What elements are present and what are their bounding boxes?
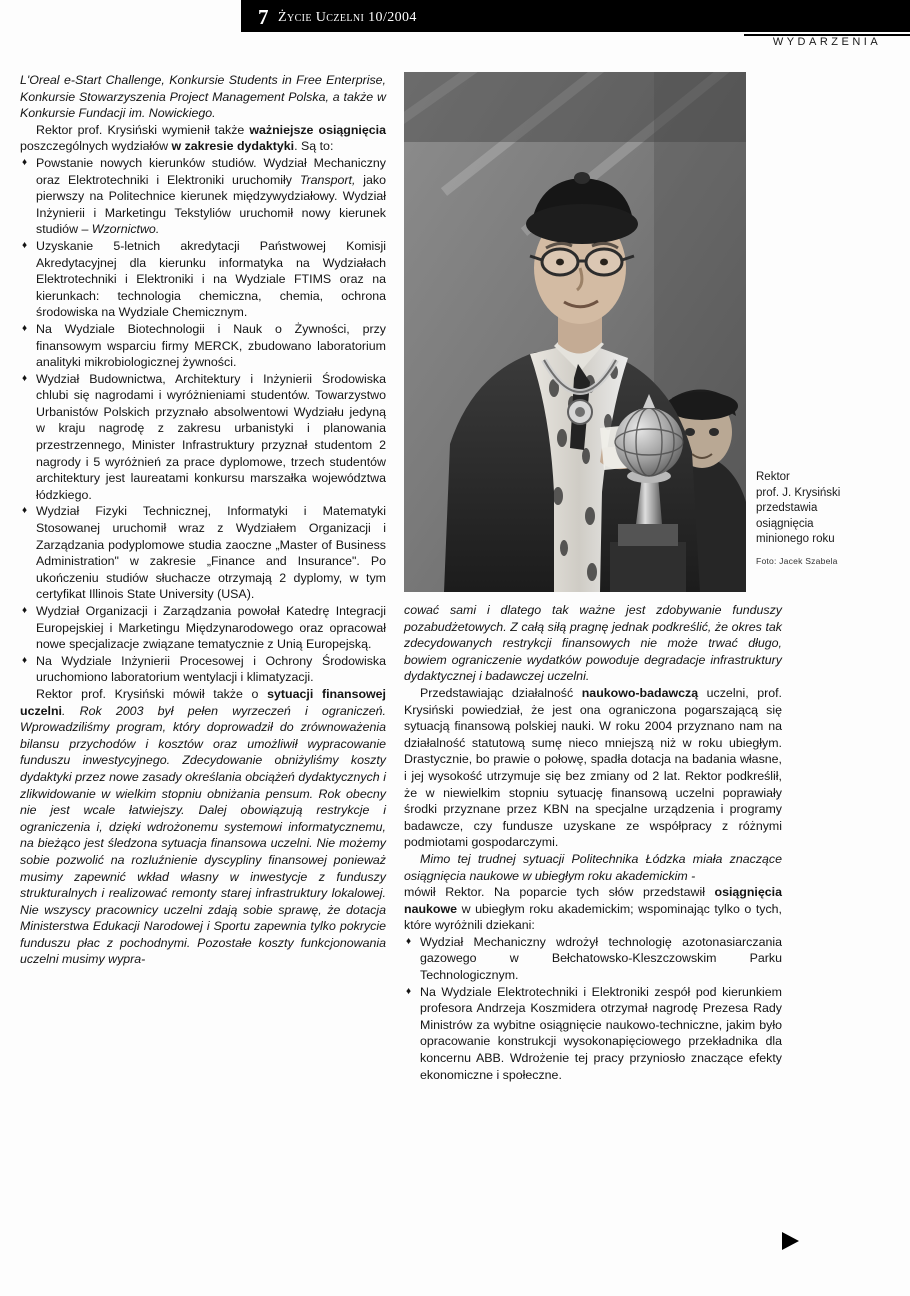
section-label: WYDARZENIA (772, 36, 882, 48)
bullet-paragraph (20, 155, 386, 238)
paragraph-text-b: poszczególnych wydziałów (20, 139, 172, 154)
paragraph-text-c: . Są to: (294, 139, 334, 154)
photo-rector (404, 72, 746, 592)
left-text-column (20, 72, 386, 968)
right-text-column (404, 602, 782, 1083)
photo-illustration (404, 72, 746, 592)
issue-title: Życie Uczelni 10/2004 (278, 10, 417, 25)
bullet-text-b: jako pierwszy na Politechnice kierunek międzywydziałowy. Wydział Inżynierii i Marketingu Tekstyliów uruchomił nowy kierunek studiów – (36, 172, 386, 237)
paragraph-text-a: Rektor prof. Krysiński mówił także o (36, 686, 268, 701)
bullet-paragraph: ♦ Wydział Organizacji i Zarządzania powołał Katedrę Integracji Europejskiej i Marketingu Międzynarodowego oraz opracował nowe specjalizacje związane tematycznie z Unią Europejską. (20, 603, 386, 653)
bullet-paragraph: ♦ Na Wydziale Inżynierii Procesowej i Ochrony Środowiska uruchomiono laboratorium wentylacji i klimatyzacji. (20, 653, 386, 686)
caption-line: przedstawia (756, 502, 818, 514)
bullet-paragraph: ♦ Uzyskanie 5-letnich akredytacji Państwowej Komisji Akredytacyjnej dla kierunku informatyka na Wydziałach Elektrotechniki i Elektroniki i na Wydziale FTIMS oraz na kierunkach: technologia chemiczna, chemia, ochrona środowiska na Wydziale Chemicznym. (20, 238, 386, 321)
paragraph (404, 685, 782, 851)
italic-run-finanse: . Rok 2003 był pełen wyrzeczeń i ograniczeń. Wprowadziliśmy program, który doprowadził do zrównoważenia bilansu przychodów i kosztów oraz umożliwił wypracowanie funduszu inwestycyjnego. Zdecydowanie obniżyliśmy koszty dydaktyki przez nowe zasady określania obciążeń dydaktycznych i zlikwidowanie w wielkim stopniu obniżania pensum. Rok obecny nie jest wcale łatwiejszy. Dalej obowiązują restrykcje i ograniczenia i, dzięki wdrożonemu systemowi informatycznemu, na bieżąco jest śledzona sytuacja finansowa uczelni. Nie możemy sobie pozwolić na rozluźnienie dyscypliny finansowej ponieważ musimy zapewnić wkład własny w inwestycje z funduszy strukturalnych i realizować remonty starej infrastruktury lokalowej. Nie wszyscy pracownicy uczelni zdają sobie sprawę, że dotacja Ministerstwa Edukacji Narodowej i Sportu zapewnia tylko pokrycie funduszu płac z pochodnymi. Pozostałe koszty funkcjonowania uczelni musimy wypra- (20, 703, 386, 967)
bullet-text-a: Powstanie nowych kierunków studiów. Wydział Mechaniczny oraz Elektrotechniki i Elektroniki uruchomiły (36, 155, 386, 187)
bullet-paragraph: ♦ Na Wydziale Elektrotechniki i Elektroniki zespół pod kierunkiem profesora Andrzeja Koszmidera otrzymał nagrodę Prezesa Rady Ministrów za wybitne osiągnięcie naukowo-techniczne, jakim było opracowanie konstrukcji wysokonapięciowego przekładnika dla koncernu ABB. Wdrożenie tej pracy przyniosło znaczące efekty ekonomiczne i społeczne. (404, 984, 782, 1084)
photo-caption (756, 470, 908, 569)
continuation-arrow-icon (782, 1232, 799, 1250)
paragraph (20, 122, 386, 155)
bold-run-osiagniecia: ważniejsze osiągnięcia (249, 122, 386, 137)
page-number: 7 (258, 5, 269, 29)
bold-run-dydaktyka: w zakresie dydaktyki (171, 139, 295, 154)
bold-run-sytuacja: sytuacji finansowej uczelni (20, 686, 386, 718)
paragraph-text-a: mówił Rektor. Na poparcie tych słów przedstawił (404, 885, 715, 900)
caption-line: osiągnięcia (756, 517, 814, 530)
paragraph-text-a: Przedstawiając działalność (420, 685, 582, 700)
paragraph-text-a: Rektor prof. Krysiński wymienił także (36, 122, 250, 137)
caption-line: minionego roku (756, 533, 835, 545)
bullet-paragraph: ♦ Wydział Budownictwa, Architektury i Inżynierii Środowiska chlubi się nagrodami i wyróżnieniami studentów. Towarzystwo Urbanistów Polskich przyznało absolwentowi Wydziału jedyną w kraju nagrodę z zakresu urbanistyki i planowania przestrzennego, Minister Infrastruktury przyznał studentom 2 nagrody i 5 wyróżnień za prace dyplomowe, trzech studentów architektury jest laureatami konkursu marszałka województwa łódzkiego. (20, 371, 386, 504)
bullet-paragraph: ♦ Wydział Mechaniczny wdrożył technologię azotonasiarczania gazowego w Bełchatowsko-Kleszczowskim Parku Technologicznym. (404, 934, 782, 984)
photo-credit: Foto: Jacek Szabela (756, 555, 838, 566)
paragraph: Mimo tej trudnej sytuacji Politechnika Łódzka miała znaczące osiągnięcia naukowe w ubiegłym roku akademickim - (404, 851, 782, 883)
paragraph (404, 884, 782, 934)
bold-run-naukowo-badawcza: naukowo-badawczą (581, 685, 699, 700)
caption-line: Rektor (756, 471, 790, 483)
italic-run-wzornictwo: Wzornictwo. (91, 222, 160, 237)
bullet-paragraph: ♦ Na Wydziale Biotechnologii i Nauk o Żywności, przy finansowym wsparciu firmy MERCK, zbudowano laboratorium analityki mikrobiologicznej żywności. (20, 321, 386, 371)
italic-run-transport: Transport, (299, 172, 356, 187)
bullet-paragraph: ♦ Wydział Fizyki Technicznej, Informatyki i Matematyki Stosowanej uruchomił wraz z Wydziałem Organizacji i Zarządzania podyplomowe studia zaoczne „Master of Business Administration" w zakresie „Finance and Insurance". Po ukończeniu studiów słuchacze otrzymają 2 dyplomy, w tym certyfikat Illinois State University (USA). (20, 503, 386, 603)
paragraph: L'Oreal e-Start Challenge, Konkursie Students in Free Enterprise, Konkursie Stowarzyszenia Project Management Polska, a także w Konkursie Fundacji im. Nowickiego. (20, 73, 386, 121)
bold-run-osiagniecia-naukowe: osiągnięcia naukowe (404, 885, 782, 916)
paragraph-text-b: w ubiegłym roku akademickim; wspominając tylko o tych, które wyróżnili dziekani: (404, 901, 782, 933)
paragraph (20, 686, 386, 968)
page-header (0, 0, 910, 34)
caption-line: prof. J. Krysiński (756, 486, 841, 499)
paragraph-text-b: uczelni, prof. Krysiński powiedział, że jest ona ograniczona pogarszającą się sytuacją finansową polskiej nauki. W roku 2004 przyznano nam na działalność statutową sumę nieco mniejszą niż w roku ubiegłym. Drastycznie, bo prawie o połowę, spadła dotacja na badania własne, i jej wysokość utrzymuje się bez zmiany od 2 lat. Rektor podkreślił, że w niewielkim stopniu sytuację finansową uczelni poprawiały środki przyznane przez KBN na specjalne urządzenia i programy badawcze, czy fundusze uzyskane ze współpracy z różnymi podmiotami gospodarczymi. (404, 685, 782, 850)
paragraph: cować sami i dlatego tak ważne jest zdobywanie funduszy pozabudżetowych. Z całą siłą pragnę jednak podkreślić, że okres tak zdecydowanych restrykcji finansowych nie może trwać długo, bowiem ograniczenie wydatków powoduje degradacje infrastruktury dydaktycznej i badawczej uczelni. (404, 603, 782, 684)
